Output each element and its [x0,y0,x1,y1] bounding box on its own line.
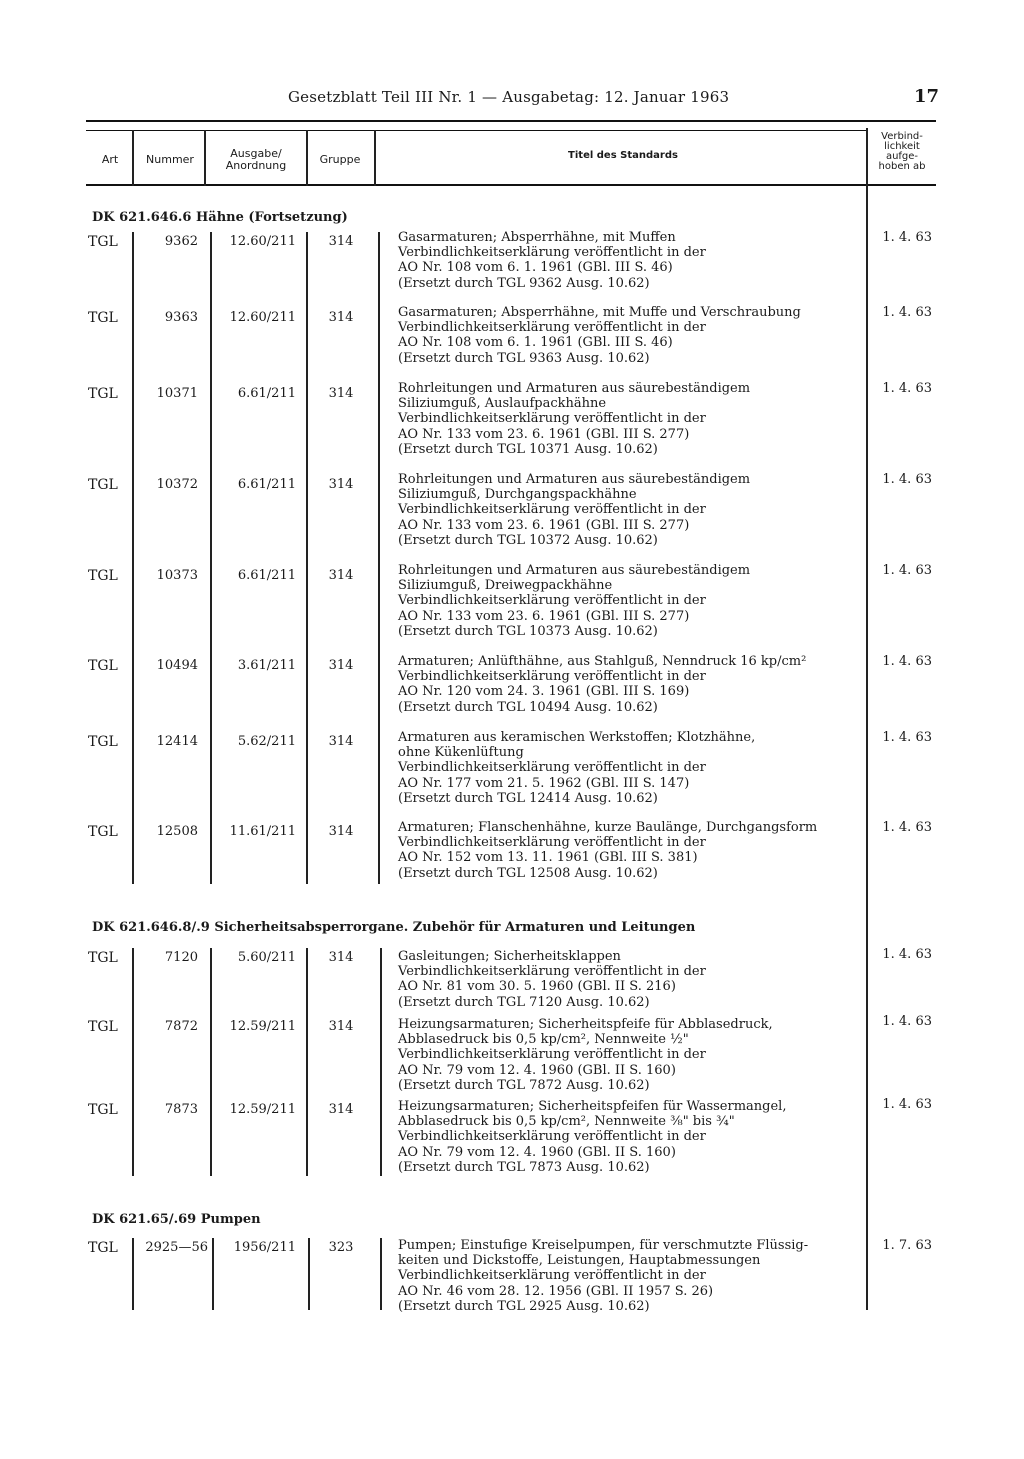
section-heading: DK 621.646.6 Hähne (Fortsetzung) [92,210,348,225]
section-heading: DK 621.65/.69 Pumpen [92,1212,261,1227]
section3-divider-title [380,1238,382,1310]
row-ausgabe: 12.60/211 [229,234,296,249]
row-ausgabe: 3.61/211 [237,658,296,673]
row-nummer: 10373 [156,568,198,583]
row-art: TGL [88,310,118,326]
row-title [398,654,868,715]
row-ausgabe: 12.60/211 [229,310,296,325]
row-ausgabe: 12.59/211 [229,1102,296,1117]
row-title-line: AO Nr. 108 vom 6. 1. 1961 (GBl. III S. 46) [398,335,673,351]
row-title-line: AO Nr. 79 vom 12. 4. 1960 (GBl. II S. 160) [398,1062,676,1078]
row-art: TGL [88,1102,118,1118]
row-title-line: (Ersetzt durch TGL 2925 Ausg. 10.62) [398,1298,650,1314]
row-art: TGL [88,477,118,493]
row-art: TGL [88,1240,118,1256]
row-gruppe: 314 [328,950,354,965]
row-title [398,1238,868,1314]
row-title-line: Verbindlichkeitserklärung veröffentlicht in der [398,245,706,261]
row-ausgabe: 6.61/211 [237,386,296,401]
row-gruppe: 314 [328,234,354,249]
row-title-line: Heizungsarmaturen; Sicherheitspfeife für Abblasedruck, [398,1017,773,1032]
row-verbindlichkeit: 1. 4. 63 [882,1097,932,1112]
row-gruppe: 323 [328,1240,354,1255]
col-header-verb-line1: Verbind- [881,131,923,142]
row-title-line: Rohrleitungen und Armaturen aus säurebeständigem [398,381,751,396]
col-header-gruppe: Gruppe [319,153,361,166]
row-art: TGL [88,234,118,250]
row-nummer: 9362 [164,234,198,249]
row-nummer: 7873 [164,1102,198,1117]
section1-divider-nummer [132,232,134,884]
row-title-line: Siliziumguß, Durchgangspackhähne [398,487,637,503]
row-gruppe: 314 [328,1102,354,1117]
row-nummer: 2925—56 [145,1240,208,1255]
gazette-header-title: Gesetzblatt Teil III Nr. 1 — Ausgabetag: 12. Januar 1963 [288,88,730,106]
row-title-line: Gasarmaturen; Absperrhähne, mit Muffen [398,230,676,245]
col-header-titel: Titel des Standards [568,150,678,161]
row-gruppe: 314 [328,386,354,401]
section-heading: DK 621.646.8/.9 Sicherheitsabsperrorgane. Zubehör für Armaturen und Leitungen [92,920,696,935]
row-title-line: (Ersetzt durch TGL 12508 Ausg. 10.62) [398,865,658,881]
row-title [398,1017,868,1093]
row-title-line: Verbindlichkeitserklärung veröffentlicht in der [398,669,706,685]
row-title-line: Verbindlichkeitserklärung veröffentlicht in der [398,593,706,609]
row-title [398,472,868,548]
row-title [398,563,868,639]
row-title-line: AO Nr. 79 vom 12. 4. 1960 (GBl. II S. 160) [398,1144,676,1160]
row-art: TGL [88,386,118,402]
row-title-line: (Ersetzt durch TGL 7872 Ausg. 10.62) [398,1077,650,1093]
row-title-line: (Ersetzt durch TGL 10373 Ausg. 10.62) [398,623,658,639]
row-title [398,230,868,291]
row-verbindlichkeit: 1. 4. 63 [882,1014,932,1029]
row-ausgabe: 5.60/211 [237,950,296,965]
row-title-line: AO Nr. 108 vom 6. 1. 1961 (GBl. III S. 46) [398,260,673,276]
row-ausgabe: 5.62/211 [237,734,296,749]
row-title-line: Abblasedruck bis 0,5 kp/cm², Nennweite ½" [398,1032,689,1048]
row-gruppe: 314 [328,1019,354,1034]
row-title-line: (Ersetzt durch TGL 9362 Ausg. 10.62) [398,275,650,291]
row-title-line: (Ersetzt durch TGL 10494 Ausg. 10.62) [398,699,658,715]
col-header-verb-line2: lichkeit [884,141,920,152]
row-art: TGL [88,658,118,674]
row-gruppe: 314 [328,658,354,673]
row-title-line: (Ersetzt durch TGL 10371 Ausg. 10.62) [398,441,658,457]
row-title-line: Verbindlichkeitserklärung veröffentlicht in der [398,964,706,980]
row-title [398,381,868,457]
row-ausgabe: 6.61/211 [237,477,296,492]
row-verbindlichkeit: 1. 4. 63 [882,820,932,835]
row-title [398,820,868,881]
row-title-line: AO Nr. 46 vom 28. 12. 1956 (GBl. II 1957 S. 26) [398,1283,714,1299]
row-nummer: 7120 [164,950,198,965]
row-title-line: Verbindlichkeitserklärung veröffentlicht in der [398,320,706,336]
row-art: TGL [88,1019,118,1035]
row-title-line: Abblasedruck bis 0,5 kp/cm², Nennweite ⅜" bis ¾" [398,1114,735,1130]
row-title-line: (Ersetzt durch TGL 7873 Ausg. 10.62) [398,1159,650,1175]
row-verbindlichkeit: 1. 4. 63 [882,305,932,320]
row-verbindlichkeit: 1. 7. 63 [882,1238,932,1253]
row-nummer: 10494 [156,658,198,673]
row-verbindlichkeit: 1. 4. 63 [882,381,932,396]
section1-divider-ausgabe [210,232,212,884]
row-verbindlichkeit: 1. 4. 63 [882,947,932,962]
header-divider-1 [132,130,134,186]
row-nummer: 12414 [156,734,198,749]
row-title-line: AO Nr. 81 vom 30. 5. 1960 (GBl. II S. 216) [398,979,676,995]
row-art: TGL [88,734,118,750]
row-ausgabe: 11.61/211 [229,824,296,839]
row-gruppe: 314 [328,824,354,839]
row-title-line: Pumpen; Einstufige Kreiselpumpen, für verschmutzte Flüssig- [398,1238,809,1253]
row-title-line: AO Nr. 120 vom 24. 3. 1961 (GBl. III S. 169) [398,684,690,700]
row-nummer: 10371 [156,386,198,401]
row-title-line: Verbindlichkeitserklärung veröffentlicht in der [398,411,706,427]
col-header-verbindlichkeit [868,132,936,172]
row-gruppe: 314 [328,734,354,749]
row-title-line: Siliziumguß, Dreiwegpackhähne [398,578,613,594]
col-header-nummer: Nummer [146,153,194,166]
header-rule-top [86,120,936,122]
row-title-line: Gasarmaturen; Absperrhähne, mit Muffe und Verschraubung [398,305,801,320]
col-header-ausgabe [206,148,306,172]
col-header-art: Art [101,153,119,166]
row-verbindlichkeit: 1. 4. 63 [882,230,932,245]
header-rule-bottom [86,184,936,186]
section3-divider-gruppe [308,1238,310,1310]
row-title [398,1099,868,1175]
section1-divider-gruppe [306,232,308,884]
row-title-line: Gasleitungen; Sicherheitsklappen [398,949,621,964]
row-title-line: Siliziumguß, Auslaufpackhähne [398,396,607,412]
section2-divider-gruppe [306,948,308,1176]
row-title-line: AO Nr. 133 vom 23. 6. 1961 (GBl. III S. 277) [398,426,690,442]
row-art: TGL [88,824,118,840]
row-title-line: Heizungsarmaturen; Sicherheitspfeifen für Wassermangel, [398,1099,787,1114]
section2-divider-title [380,948,382,1176]
row-title-line: Armaturen aus keramischen Werkstoffen; Klotzhähne, [398,730,756,745]
row-gruppe: 314 [328,477,354,492]
section2-divider-nummer [132,948,134,1176]
row-title-line: Verbindlichkeitserklärung veröffentlicht in der [398,835,706,851]
row-title-line: Armaturen; Anlüfthähne, aus Stahlguß, Nenndruck 16 kp/cm² [398,654,807,669]
row-verbindlichkeit: 1. 4. 63 [882,563,932,578]
row-title-line: Verbindlichkeitserklärung veröffentlicht in der [398,1268,706,1284]
row-gruppe: 314 [328,310,354,325]
row-verbindlichkeit: 1. 4. 63 [882,472,932,487]
row-title-line: Rohrleitungen und Armaturen aus säurebeständigem [398,563,751,578]
row-title-line: Rohrleitungen und Armaturen aus säurebeständigem [398,472,751,487]
row-nummer: 9363 [164,310,198,325]
row-title [398,305,868,366]
col-header-ausgabe-line1: Ausgabe/ [230,147,282,160]
header-divider-4 [374,130,376,186]
row-nummer: 10372 [156,477,198,492]
section2-divider-ausgabe [210,948,212,1176]
row-ausgabe: 1956/211 [233,1240,296,1255]
row-title [398,730,868,806]
col-header-ausgabe-line2: Anordnung [225,159,287,172]
row-title-line: keiten und Dickstoffe, Leistungen, Hauptabmessungen [398,1253,761,1269]
row-title-line: AO Nr. 133 vom 23. 6. 1961 (GBl. III S. 277) [398,517,690,533]
row-title-line: ohne Kükenlüftung [398,745,524,761]
row-title-line: (Ersetzt durch TGL 10372 Ausg. 10.62) [398,532,658,548]
page-number: 17 [914,86,940,107]
col-header-verb-line3: aufge- [885,151,919,162]
row-gruppe: 314 [328,568,354,583]
row-title [398,949,868,1010]
row-title-line: Verbindlichkeitserklärung veröffentlicht in der [398,760,706,776]
row-verbindlichkeit: 1. 4. 63 [882,730,932,745]
row-title-line: Verbindlichkeitserklärung veröffentlicht in der [398,1129,706,1145]
row-title-line: Armaturen; Flanschenhähne, kurze Baulänge, Durchgangsform [398,820,818,835]
row-title-line: AO Nr. 133 vom 23. 6. 1961 (GBl. III S. 277) [398,608,690,624]
row-title-line: Verbindlichkeitserklärung veröffentlicht in der [398,502,706,518]
row-title-line: (Ersetzt durch TGL 12414 Ausg. 10.62) [398,790,658,806]
row-verbindlichkeit: 1. 4. 63 [882,654,932,669]
row-nummer: 12508 [156,824,198,839]
row-title-line: AO Nr. 177 vom 21. 5. 1962 (GBl. III S. 147) [398,775,690,791]
row-title-line: (Ersetzt durch TGL 7120 Ausg. 10.62) [398,994,650,1010]
row-art: TGL [88,950,118,966]
section1-divider-title [378,232,380,884]
row-ausgabe: 6.61/211 [237,568,296,583]
row-title-line: AO Nr. 152 vom 13. 11. 1961 (GBl. III S. 381) [398,850,698,866]
row-nummer: 7872 [164,1019,198,1034]
row-ausgabe: 12.59/211 [229,1019,296,1034]
row-art: TGL [88,568,118,584]
row-title-line: Verbindlichkeitserklärung veröffentlicht in der [398,1047,706,1063]
row-title-line: (Ersetzt durch TGL 9363 Ausg. 10.62) [398,350,650,366]
col-header-verb-line4: hoben ab [878,161,926,172]
